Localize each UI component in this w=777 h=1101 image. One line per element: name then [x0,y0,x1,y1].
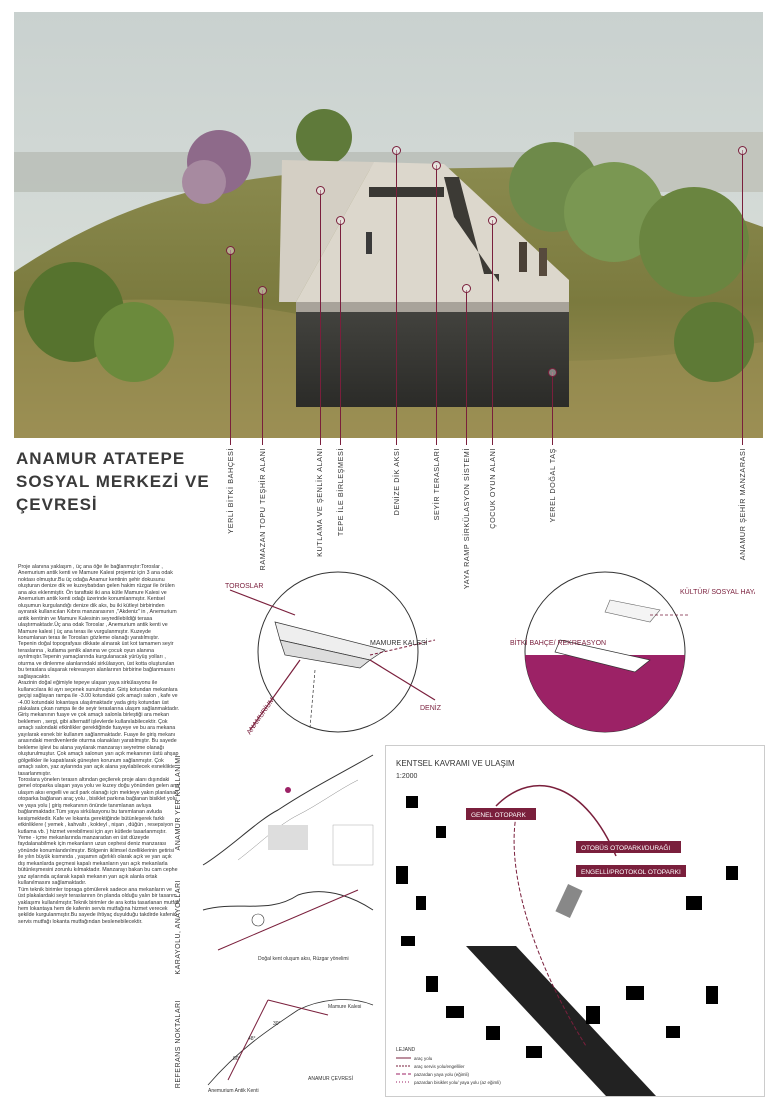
label-kultur [680,588,755,596]
circle-diagram-focus [220,560,470,745]
title-line-1: ANAMUR ATATEPE [16,449,186,468]
wind-label: Doğal kent oluşum aksı, Rüzgar yönelimi [258,956,349,962]
roads-svg [198,880,378,970]
angle-label-2: 30° [273,1021,281,1027]
anemurium-label: Anemurium Antik Kenti [208,1088,259,1094]
leader-line-6 [436,165,437,445]
leader-line-1 [230,250,231,445]
leader-dot-8 [488,216,497,225]
hero-label-1: YERLİ BİTKİ BAHÇESİ [226,448,235,534]
leader-dot-4 [336,216,345,225]
label-anamurium: ANAMURİUM [245,696,277,737]
paragraph-1: Proje alanına yaklaşım , üç ana öğe ile bağlanmıştır:Toroslar , Anemurium antik kenti ve Mamure Kalesi projemiz için 3 ana odak noktası olmuştur.Bu üç odağa Anamur kentinin şehir dokusunu oluşturan denize dik ve kuzeybatıdan gelen hakim rüzgar ile örülen ana aks eklenmiştir. Ön taraftaki iki ana kütle Mamure Kalesi ve Anemurium antik kenti odağı üzerinde konumlanmıştır. Kentsel oluşumun kurgulandığı denize dik aks, bu iki kütleyi birbirinden ayırarak kullanıcıları Kıbrıs manzarasının ,"Akdeniz" in , Anemurium antik kentinin ve Mamure Kalesinin seyredilebildiği terasa ulaştırmaktadır.Üç ana odak Toroslar , Anemurium antik kenti ve Mamure kalesi | üç ana teras ile vurgulanmıştır. Kuzeyde konumlanan teras ile Torosları gözleme olanağı yaratılmıştır. [18,564,177,641]
site-plan-svg [386,746,764,1096]
legend-item-1: araç yolu [414,1056,433,1061]
page-title [16,447,226,516]
angle-label-1: 48° [248,1036,256,1042]
legend-title: LEJAND [396,1047,416,1053]
leader-dot-10 [738,146,747,155]
hero-illustration [14,12,763,438]
side-label-karayolu: KARAYOLU, ANAYOLLARI [175,880,182,975]
title-line-3: ÇEVRESİ [16,495,98,514]
legend-item-4: pazardan bisiklet yolu/ yaya yolu (az eğimli) [414,1080,501,1085]
leader-line-4 [340,220,341,445]
leader-dot-2 [258,286,267,295]
side-label-yer-kullanimi: ANAMUR YER KULLANIMI [175,755,182,851]
hero-label-4: TEPE İLE BİRLEŞMESİ [336,448,345,537]
hero-label-2: RAMAZAN TOPU TEŞHİR ALANI [258,448,267,571]
title-line-2: SOSYAL MERKEZİ VE [16,472,210,491]
hero-label-9: YEREL DOĞAL TAŞ [548,448,557,523]
paragraph-5: Toroslara yönelen terasın altından geçilerek proje alanı dışındaki genel otoparka ulaşan yaya yolu ve kuzey doğu yönünden gelen ana ulaşım aksı engelli ve acil park olanağı için mekteye yakın planlanan otoparka bağlanan araç yolu , bisiklet parkına bağlanan bisiklet yolu ve yaya yolu | giriş mekanının önünde tanımlanan avluya bağlanmaktadır.Tüm yaya sirkülasyonu bu tanımlanan avluda kesişmektedir. Kafe ve lokanta gerektiğinde bütünleşerek farklı etkinliklere ( yemek , kahvaltı , kokteyl , nişan , düğün , resepsiyon , kutlama vb. ) hizmet verebilmesi için ayrı kütlede tasarlanmıştır. Yeme - içme mekanlarında manzaradan en üst düzeyde faydalanabilmek için mekanların uzun cephesi deniz manzarası yönünde konumlandırılmıştır. Bölgenin iklimsel özelliklerinin getirisi ile yılın büyük kısmında , yaşamın ağırlıklı olarak açık ve yarı açık dış mekanlarda geçmesi kapalı mekanların yarı açık mekanlarla bütünleşmesini zorunlu kılmaktadır. Manzarayı bakan bu cam cephe yaz aylarında açılarak kapalı mekanın yarı açık alanla ortak kullanılmasını sağlamaktadır. [18,776,180,887]
leader-dot-3 [316,186,325,195]
land-use-svg [198,750,378,870]
leader-line-8 [492,220,493,445]
legend-item-2: araç servis yolu/engelliler [414,1064,465,1069]
cevre-label: ANAMUR ÇEVRESİ [308,1076,354,1082]
paragraph-4: Giriş mekanının fuaye ve çok amaçlı salonla birleştiği ara mekan beklemen , sergi, gibi alternatif işlevlerde kullanılabilecektir. Çok amaçlı salondaki etkinlikler gerektiğinde fuayeye ve bu ara mekana yayılarak esnek bir kullanım sağlanmaktadır. Fuaye ile giriş mekanı arasındaki merdivenlerde oturma olanakları yaratılmıştır. Bu sayede bekleme işlevi bu alana yayılarak manzarayı seyretme olanağı oluşturulmuştur. Çok amaçlı salonun yarı açık mekanının üstü ahşap gölgelikler ile kapatılarak güneşten korunum sağlanmıştır. Çok amaçlı salon, yaz aylarında yarı açık alana yayılabilecek esneklikte tasarlanmıştır. [18,712,179,777]
label-deniz: DENİZ [420,705,441,712]
project-description [18,564,180,925]
tag-engelli: ENGELLİ/PROTOKOL OTOPARKI [581,869,681,876]
tag-genel-otopark: GENEL OTOPARK [471,812,526,819]
leader-line-2 [262,290,263,445]
paragraph-6: Tüm teknik birimler topraga gömülerek sadece ana mekanların ve üst plakalardaki seyir teraslarının ön planda olduğu yalın bir tasarım yaklaşımı kullanılmıştır.Teknik birimler de ara kotta tasarlanan mutfak hem lokantaya hem de kafenin servis mutfağına hizmet verecek şekilde kurgulanmıştır.Bu sayede ihtiyaç duyulduğu takdirde kafenin servis mutfağı lokanta mutfağından beslenebilecektir. [18,886,180,925]
map-roads [198,880,378,970]
label-kultur-text: KÜLTÜR/ SOSYAL HAYAT [680,589,755,596]
leader-dot-7 [462,284,471,293]
focus-diagram-svg [220,560,470,745]
hero-render [14,12,763,438]
paragraph-2: Tepenin doğal topografyası dikkate alınarak üst kot tamamen seyir teraslarına , kutlama şenlik alanına ve çocuk oyun alanına ayrılmıştır.Tepenin yamaçlarında kurgulanacak yürüyüş yolları , oturma ve dinlenme alanlarındaki sirkülasyon, üst kotta oluşturulan bu teraslara ulaşarak rekreasyon alanlarının birbirine bağlanmasını sağlayacaktır. [18,641,175,680]
mamure-label: Mamure Kalesi [328,1004,362,1010]
leader-dot-1 [226,246,235,255]
program-diagram-svg [510,560,755,745]
side-label-referans: REFERANS NOKTALARI [175,1000,182,1089]
hero-label-5: DENİZE DİK AKSI [392,448,401,516]
paragraph-3: Arazinin doğal eğimiyle tepeye ulaşan yaya sirkülasyonu ile kullanıcılara iki ayrı seçenek sunulmuştur. Giriş kotundan mekanlara geçişi sağlayan rampa ile -3.00 kotundaki çok amaçlı salon , kafe ve -4.00 kotundaki lokantaya ulaşılmaktadır yada giriş kotundan üst plakalara çıkan rampa ile de seyir teraslarına ulaşım sağlanmaktadır. [18,680,180,712]
label-mamure: MAMURE KALESİ [370,640,428,647]
hero-label-6: SEYİR TERASLARI [432,448,441,521]
site-plan [385,745,765,1097]
hero-label-8: ÇOCUK OYUN ALANI [488,448,497,529]
references-svg [198,980,378,1095]
hero-label-7: YAYA RAMP SİRKÜLASYON SİSTEMİ [462,448,471,590]
legend-item-3: pazardan yaya yolu (eğimli) [414,1072,470,1077]
leader-line-7 [466,290,467,445]
angle-label-3: 60° [233,1056,241,1062]
leader-line-5 [396,150,397,445]
hero-label-10: ANAMUR ŞEHİR MANZARASI [738,448,747,561]
leader-line-10 [742,150,743,445]
map-land-use [198,750,378,870]
map-references [198,980,378,1095]
leader-dot-5 [392,146,401,155]
leader-dot-6 [432,161,441,170]
circle-diagram-program [510,560,755,745]
label-bitki: BİTKİ BAHÇE/ REKREASYON [510,640,607,647]
tag-otobus: OTOBÜS OTOPARKI/DURAĞI [581,845,671,852]
site-plan-title: KENTSEL KAVRAMI VE ULAŞIM [396,759,515,768]
leader-line-9 [552,372,553,445]
leader-line-3 [320,190,321,445]
site-plan-scale: 1:2000 [396,773,418,780]
leader-dot-9 [548,368,557,377]
hero-label-3: KUTLAMA VE ŞENLİK ALANI [315,448,324,557]
label-toroslar: TOROSLAR [225,583,264,590]
